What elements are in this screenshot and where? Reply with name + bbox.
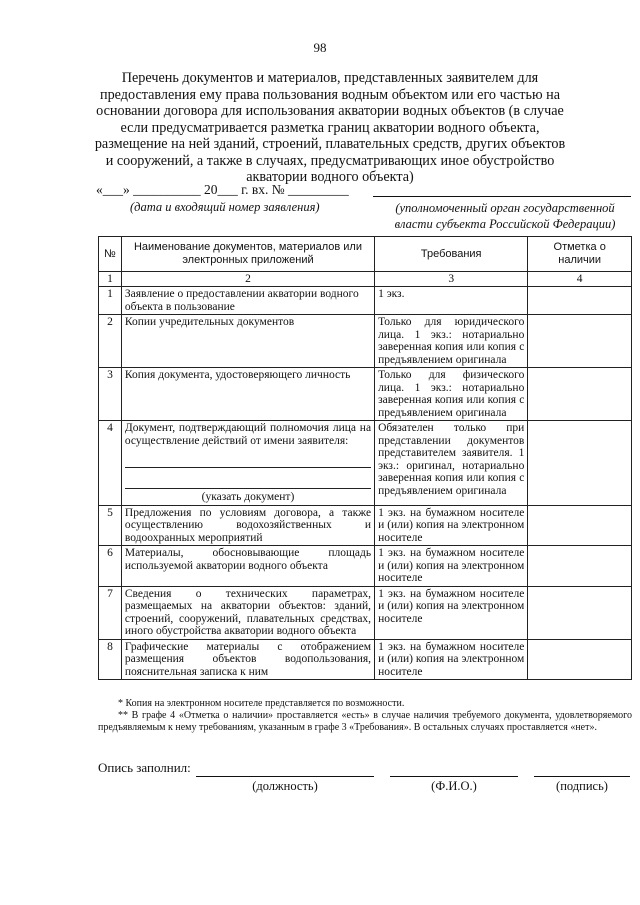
footnote: ** В графе 4 «Отметка о наличии» проставляется «есть» в случае наличия требуемого документа, удовлетворяемого предъявляемым к нему требованиям, указанным в графе 3 «Требования». В остальных случаях проставляется «нет». — [98, 710, 632, 733]
header-requirements: Требования — [375, 237, 528, 272]
header-num: № — [99, 237, 122, 272]
authority-blank-line — [373, 196, 631, 197]
row-number: 5 — [99, 505, 122, 546]
table-row — [99, 505, 632, 546]
row-number: 3 — [99, 368, 122, 421]
authority-caption: (уполномоченный орган государственной власти субъекта Российской Федерации) — [394, 201, 616, 231]
filled-by-label: Опись заполнил: — [98, 760, 191, 775]
table-row — [99, 639, 632, 680]
position-caption: (должность) — [252, 779, 318, 793]
footnote: * Копия на электронном носителе представляется по возможности. — [118, 698, 405, 709]
document-caption: (указать документ) — [201, 491, 295, 503]
requirement: 1 экз. на бумажном носителе и (или) копия на электронном носителе — [375, 639, 528, 680]
table-row — [99, 546, 632, 587]
document-name: Предложения по условиям договора, а также осуществлению водохозяйственных и водоохранных мероприятий — [121, 505, 374, 546]
table-row — [99, 287, 632, 315]
document-title: Перечень документов и материалов, представленных заявителем для предоставления ему права пользования водным объектом или его частью на основании договора для использования акватории водных объектов (в случае если предусматривается разметка границ акватории водного объекта, размещение на ней зданий, строений, плавательных средств, других объектов и сооружений, а также в случаях, предусматривающих иное обустройство акватории водного объекта) — [94, 70, 566, 185]
date-entry-line: «___» __________ 20___ г. вх. № _________ — [96, 182, 349, 197]
document-name-cell — [121, 421, 374, 506]
table-header-row — [99, 237, 632, 272]
requirement: 1 экз. на бумажном носителе и (или) копия на электронном носителе — [375, 505, 528, 546]
requirement: 1 экз. на бумажном носителе и (или) копия на электронном носителе — [375, 546, 528, 587]
documents-table — [98, 236, 632, 680]
availability-mark[interactable] — [528, 586, 632, 639]
footnotes — [98, 698, 632, 734]
row-number: 6 — [99, 546, 122, 587]
col-number: 1 — [99, 272, 122, 287]
col-number: 2 — [121, 272, 374, 287]
table-row — [99, 586, 632, 639]
document-name: Копия документа, удостоверяющего личность — [121, 368, 374, 421]
blank-line — [125, 455, 371, 468]
requirement: Только для физического лица. 1 экз.: нотариально заверенная копия или копия с предъявлением оригинала — [375, 368, 528, 421]
name-caption: (Ф.И.О.) — [431, 779, 477, 793]
requirement: Только для юридического лица. 1 экз.: нотариально заверенная копия или копия с предъявлением оригинала — [375, 315, 528, 368]
availability-mark[interactable] — [528, 546, 632, 587]
row-number: 4 — [99, 421, 122, 506]
document-name: Материалы, обосновывающие площадь используемой акватории водного объекта — [121, 546, 374, 587]
table-row — [99, 368, 632, 421]
availability-mark[interactable] — [528, 639, 632, 680]
name-line[interactable] — [390, 776, 518, 777]
requirement: 1 экз. — [375, 287, 528, 315]
col-number: 3 — [375, 272, 528, 287]
table-row — [99, 315, 632, 368]
document-name: Документ, подтверждающий полномочия лица на осуществление действий от имени заявителя: — [124, 422, 372, 447]
row-number: 7 — [99, 586, 122, 639]
requirement: 1 экз. на бумажном носителе и (или) копия на электронном носителе — [375, 586, 528, 639]
page-number: 98 — [313, 40, 327, 55]
availability-mark[interactable] — [528, 505, 632, 546]
row-number: 1 — [99, 287, 122, 315]
col-number: 4 — [528, 272, 632, 287]
date-caption: (дата и входящий номер заявления) — [130, 200, 320, 214]
blank-line — [125, 476, 371, 489]
position-line[interactable] — [196, 776, 374, 777]
availability-mark[interactable] — [528, 368, 632, 421]
header-availability: Отметка о наличии — [528, 237, 632, 272]
column-number-row — [99, 272, 632, 287]
availability-mark[interactable] — [528, 287, 632, 315]
document-name: Копии учредительных документов — [121, 315, 374, 368]
document-name: Заявление о предоставлении акватории водного объекта в пользование — [121, 287, 374, 315]
table-row — [99, 421, 632, 506]
row-number: 2 — [99, 315, 122, 368]
availability-mark[interactable] — [528, 421, 632, 506]
document-name: Графические материалы с отображением размещения объектов водопользования, пояснительная записка к ним — [121, 639, 374, 680]
row-number: 8 — [99, 639, 122, 680]
availability-mark[interactable] — [528, 315, 632, 368]
header-name: Наименование документов, материалов или электронных приложений — [121, 237, 374, 272]
signature-caption: (подпись) — [556, 779, 608, 793]
document-name: Сведения о технических параметрах, размещаемых на акватории объектов: зданий, строений, сооружений, плавательных средствах, иного обустройства акватории водного объекта — [121, 586, 374, 639]
signature-line[interactable] — [534, 776, 630, 777]
requirement: Обязателен только при представлении документов представителем заявителя. 1 экз.: оригинал, нотариально заверенная копия или копия с предъявлением оригинала — [375, 421, 528, 506]
